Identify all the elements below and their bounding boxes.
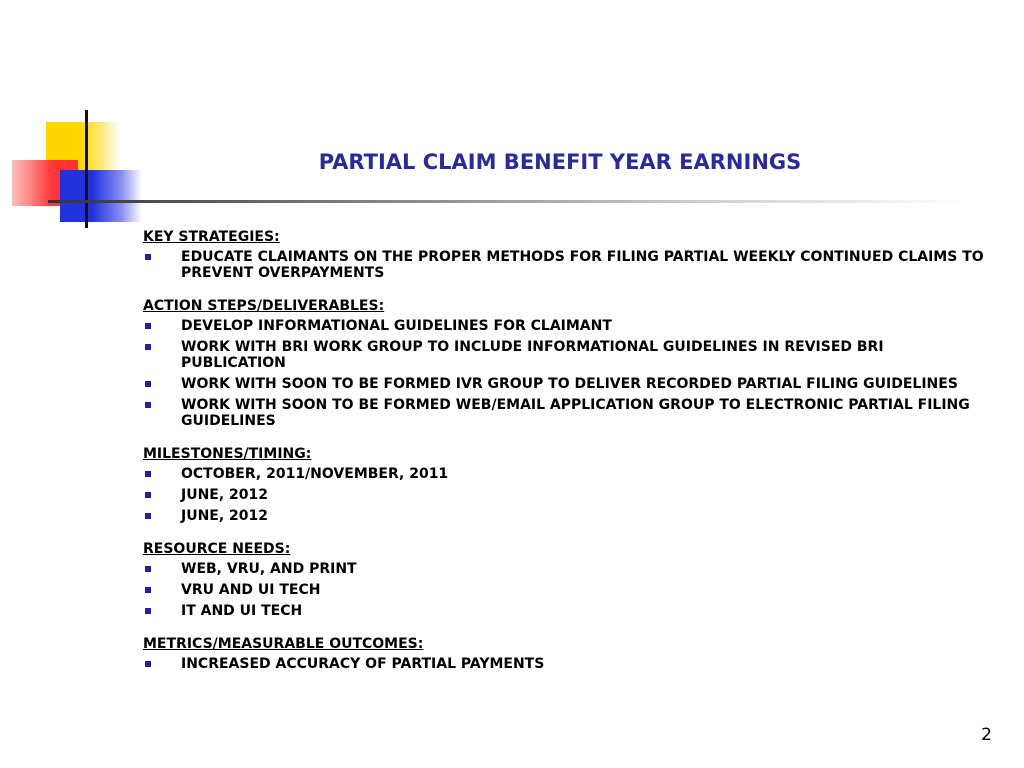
bullet-list <box>143 656 993 672</box>
bullet-item <box>143 466 993 482</box>
bullet-text: JUNE, 2012 <box>181 487 269 503</box>
bullet-item <box>143 561 993 577</box>
bullet-item <box>143 339 993 371</box>
square-bullet-icon <box>145 254 151 260</box>
bullet-text: DEVELOP INFORMATIONAL GUIDELINES FOR CLAIMANT <box>181 318 612 334</box>
bullet-text: VRU AND UI TECH <box>181 582 321 598</box>
slide-title: PARTIAL CLAIM BENEFIT YEAR EARNINGS <box>318 150 802 174</box>
square-bullet-icon <box>145 513 151 519</box>
bullet-list <box>143 318 993 429</box>
bullet-text: WEB, VRU, AND PRINT <box>181 561 357 577</box>
bullet-text: WORK WITH BRI WORK GROUP TO INCLUDE INFORMATIONAL GUIDELINES IN REVISED BRI PUBLICATION <box>181 339 884 371</box>
square-bullet-icon <box>145 661 151 667</box>
bullet-item <box>143 249 993 281</box>
bullet-text: OCTOBER, 2011/NOVEMBER, 2011 <box>181 466 449 482</box>
square-bullet-icon <box>145 344 151 350</box>
bullet-item <box>143 656 993 672</box>
bullet-item <box>143 603 993 619</box>
decorative-vertical-line <box>85 110 88 228</box>
bullet-list <box>143 561 993 619</box>
bullet-item <box>143 376 993 392</box>
square-bullet-icon <box>145 471 151 477</box>
square-bullet-icon <box>145 402 151 408</box>
section-heading: ACTION STEPS/DELIVERABLES: <box>143 298 385 314</box>
bullet-text: WORK WITH SOON TO BE FORMED IVR GROUP TO DELIVER RECORDED PARTIAL FILING GUIDELINES <box>181 376 958 392</box>
page-number: 2 <box>981 725 992 745</box>
bullet-text: INCREASED ACCURACY OF PARTIAL PAYMENTS <box>181 656 545 672</box>
square-bullet-icon <box>145 608 151 614</box>
square-bullet-icon <box>145 566 151 572</box>
title-divider-line <box>48 200 968 203</box>
section-milestones <box>143 446 993 524</box>
bullet-item <box>143 582 993 598</box>
bullet-text: IT AND UI TECH <box>181 603 303 619</box>
section-action-steps <box>143 298 993 429</box>
square-bullet-icon <box>145 587 151 593</box>
decorative-blue-square <box>60 170 142 222</box>
section-heading: METRICS/MEASURABLE OUTCOMES: <box>143 636 424 652</box>
bullet-item <box>143 487 993 503</box>
section-heading: MILESTONES/TIMING: <box>143 446 312 462</box>
section-heading: RESOURCE NEEDS: <box>143 541 291 557</box>
bullet-item <box>143 508 993 524</box>
section-heading: KEY STRATEGIES: <box>143 229 280 245</box>
section-key-strategies <box>143 229 993 281</box>
bullet-text: WORK WITH SOON TO BE FORMED WEB/EMAIL APPLICATION GROUP TO ELECTRONIC PARTIAL FILING GUIDELINES <box>181 397 970 429</box>
bullet-list <box>143 249 993 281</box>
square-bullet-icon <box>145 492 151 498</box>
bullet-text: EDUCATE CLAIMANTS ON THE PROPER METHODS FOR FILING PARTIAL WEEKLY CONTINUED CLAIMS TO PREVENT OVERPAYMENTS <box>181 249 984 281</box>
bullet-list <box>143 466 993 524</box>
slide-content <box>143 229 993 689</box>
bullet-item <box>143 397 993 429</box>
square-bullet-icon <box>145 381 151 387</box>
square-bullet-icon <box>145 323 151 329</box>
section-metrics <box>143 636 993 672</box>
bullet-text: JUNE, 2012 <box>181 508 269 524</box>
bullet-item <box>143 318 993 334</box>
section-resource-needs <box>143 541 993 619</box>
